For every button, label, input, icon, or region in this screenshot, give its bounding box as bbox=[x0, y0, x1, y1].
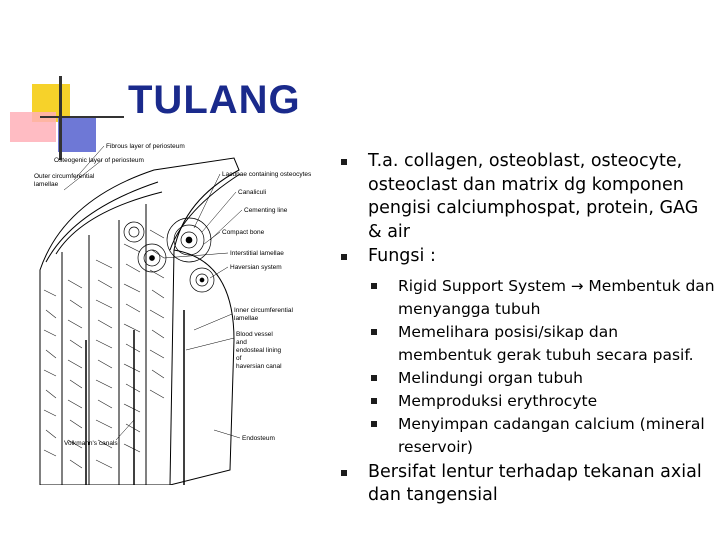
sub-bullet-text: Memproduksi erythrocyte bbox=[398, 391, 598, 410]
bullet-text: Fungsi : bbox=[368, 246, 436, 266]
bullet-square-icon bbox=[371, 283, 377, 289]
sub-bullet-list bbox=[368, 275, 716, 459]
bullet-square-icon bbox=[341, 254, 347, 260]
label-outer-lamellae-2: lamellae bbox=[34, 181, 59, 188]
bone-diagram bbox=[34, 140, 334, 485]
label-blood-2: and bbox=[236, 339, 247, 346]
bullet-square-icon bbox=[371, 375, 377, 381]
bullet-list bbox=[338, 150, 716, 509]
bullet-item-lentur bbox=[338, 461, 716, 508]
sub-bullet-item bbox=[368, 275, 716, 321]
bullet-square-icon bbox=[341, 159, 347, 165]
label-outer-lamellae-1: Outer circumferential bbox=[34, 173, 95, 180]
label-lacunae: Lacunae containing osteocytes bbox=[222, 171, 312, 178]
sub-bullet-item bbox=[368, 367, 716, 390]
label-endosteum: Endosteum bbox=[242, 435, 275, 442]
bullet-item-composition bbox=[338, 150, 716, 244]
bullet-square-icon bbox=[371, 329, 377, 335]
label-interstitial: Interstitial lamellae bbox=[230, 250, 284, 257]
sub-bullet-text: Memelihara posisi/sikap dan membentuk gerak tubuh secara pasif. bbox=[398, 322, 694, 364]
label-blood-3: endosteal lining bbox=[236, 347, 282, 354]
bone-block bbox=[40, 158, 240, 485]
sub-bullet-item bbox=[368, 413, 716, 459]
sub-bullet-item bbox=[368, 390, 716, 413]
sub-bullet-text-after: Membentuk dan menyangga tubuh bbox=[398, 276, 715, 318]
label-blood-1: Blood vessel bbox=[236, 331, 273, 338]
label-blood-4: of bbox=[236, 355, 242, 362]
label-fibrous: Fibrous layer of periosteum bbox=[106, 143, 185, 150]
sub-bullet-text-before: Rigid Support System bbox=[398, 276, 571, 295]
bullet-square-icon bbox=[341, 470, 347, 476]
label-osteogenic: Osteogenic layer of periosteum bbox=[54, 157, 144, 164]
bullet-text: T.a. collagen, osteoblast, osteocyte, osteoclast dan matrix dg komponen pengisi calciumphospat, protein, GAG & air bbox=[368, 151, 699, 242]
bullet-text: Bersifat lentur terhadap tekanan axial dan tangensial bbox=[368, 461, 702, 505]
label-inner-lamellae-1: Inner circumferential bbox=[234, 307, 293, 314]
label-blood-5: haversian canal bbox=[236, 363, 282, 370]
bullet-item-fungsi bbox=[338, 245, 716, 459]
label-inner-lamellae-2: lamellae bbox=[234, 315, 259, 322]
sub-bullet-item bbox=[368, 321, 716, 367]
slide-title: TULANG bbox=[128, 78, 301, 122]
label-haversian-system: Haversian system bbox=[230, 264, 282, 271]
bullet-square-icon bbox=[371, 398, 377, 404]
bullet-square-icon bbox=[371, 421, 377, 427]
label-volkmann: Volkmann's canals bbox=[64, 440, 118, 447]
label-compact: Compact bone bbox=[222, 229, 265, 236]
sub-bullet-text: Menyimpan cadangan calcium (mineral reservoir) bbox=[398, 414, 705, 456]
label-canaliculi: Canaliculi bbox=[238, 189, 267, 196]
sub-bullet-text: Melindungi organ tubuh bbox=[398, 368, 583, 387]
deco-horizontal-line bbox=[40, 116, 124, 118]
right-arrow-icon: → bbox=[570, 276, 584, 295]
label-cementing: Cementing line bbox=[244, 207, 288, 214]
